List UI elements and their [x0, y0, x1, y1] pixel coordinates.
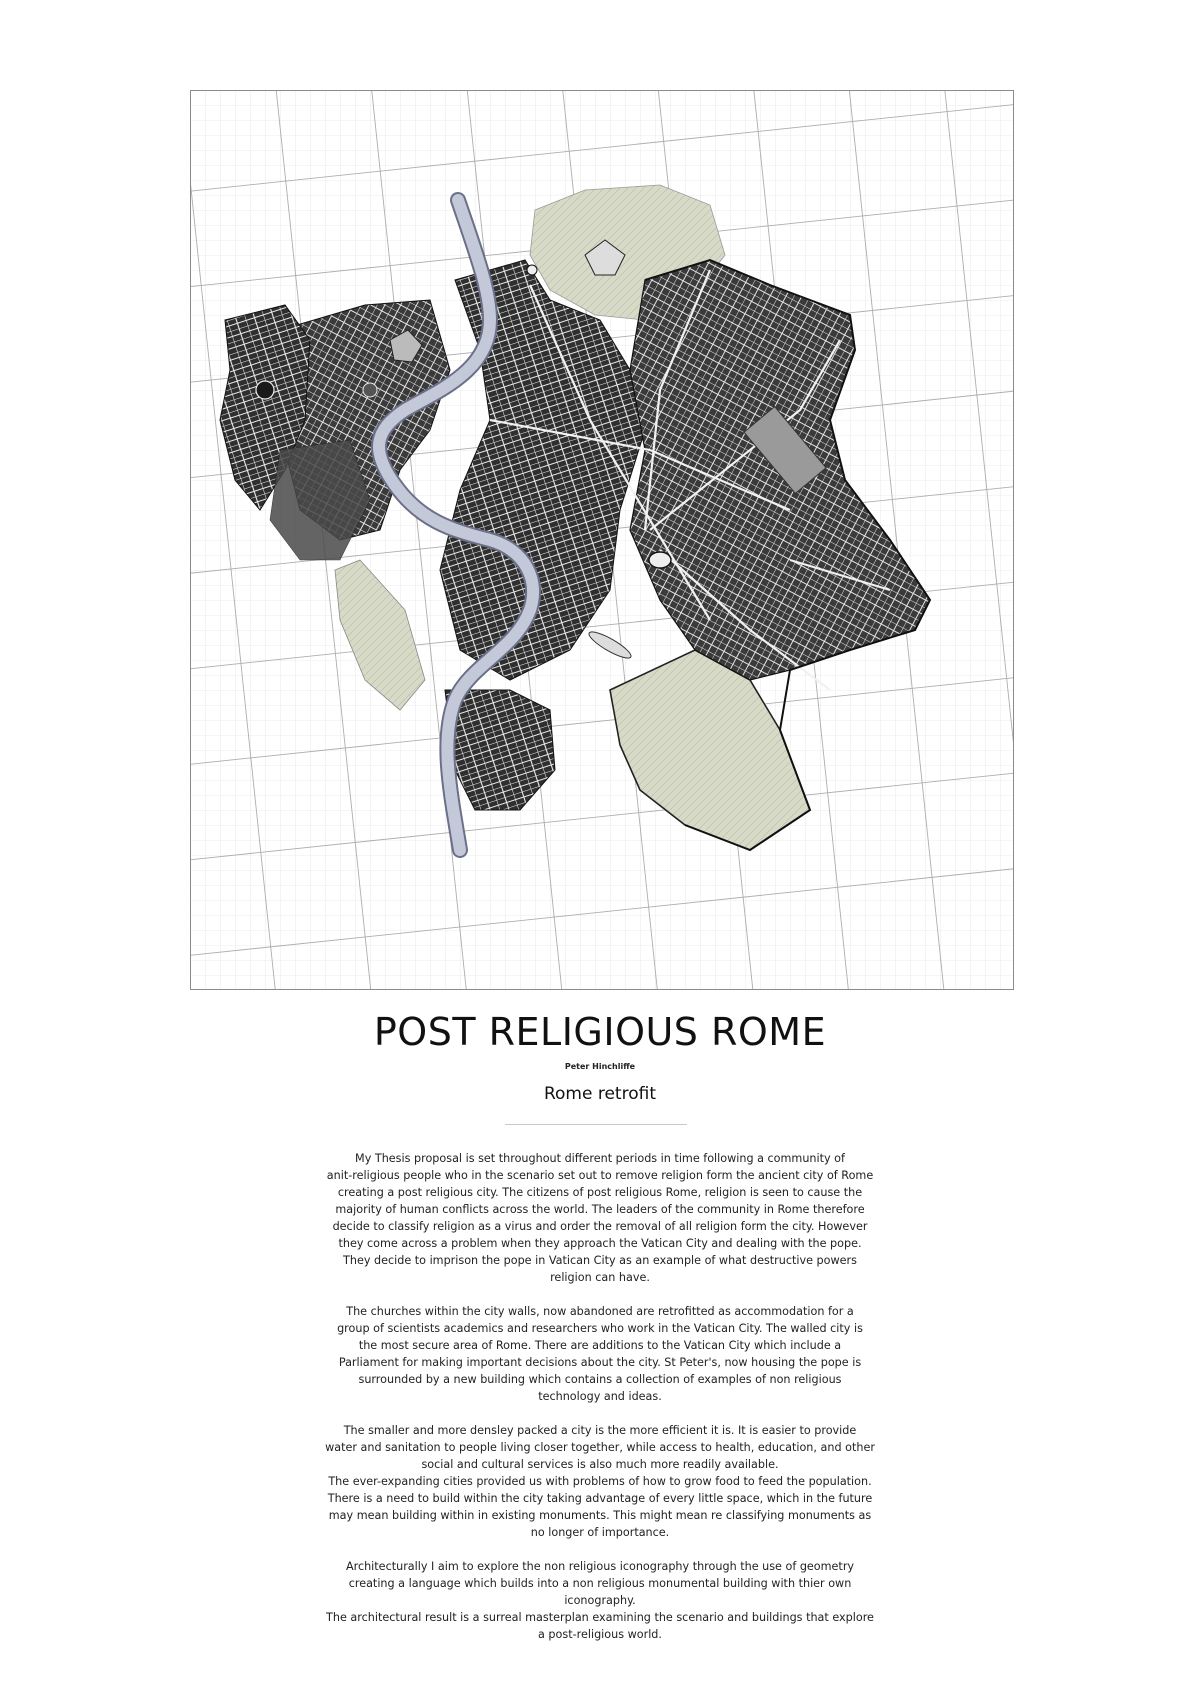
- body-paragraph-2: The churches within the city walls, now abandoned are retrofitted as accommodation for a group of scientists academics and researchers who work in the Vatican City. The walled city is the most secure area of Rome. There are additions to the Vatican City which include a Parliament for making important decisions about the city. St Peter's, now housing the pope is surrounded by a new building which contains a collection of examples of non religious technology and ideas.: [337, 1305, 863, 1403]
- landmark-castel: [363, 383, 377, 397]
- landmark-st-peters: [256, 381, 274, 399]
- rome-masterplan-map: [190, 90, 1014, 990]
- landmark-piazza-del-popolo: [527, 265, 537, 275]
- map-drawing: [190, 90, 1014, 990]
- author-name: Peter Hinchliffe: [564, 1062, 636, 1071]
- body-paragraph-4: Architecturally I aim to explore the non religious iconography through the use of geometry creating a language which builds into a non religious monumental building with thier own iconography. The architectural result is a surreal masterplan examining the scenario and buildings that explore a post-religious world.: [326, 1560, 874, 1641]
- document-subtitle: Rome retrofit: [543, 1084, 656, 1104]
- divider: [505, 1124, 687, 1125]
- thesis-description: [285, 1150, 915, 1660]
- document-title: POST RELIGIOUS ROME: [373, 1010, 827, 1054]
- body-paragraph-3: The smaller and more densley packed a city is the more efficient it is. It is easier to provide water and sanitation to people living closer together, while access to health, education, and other social and cultural services is also much more readily available. The ever-expanding cities provided us with problems of how to grow food to feed the population. There is a need to build within the city taking advantage of every little space, which in the future may mean building within in existing monuments. This might mean re classifying monuments as no longer of importance.: [325, 1424, 875, 1539]
- body-paragraph-1: My Thesis proposal is set throughout different periods in time following a community of anit-religious people who in the scenario set out to remove religion form the ancient city of Rome creating a post religious city. The citizens of post religious Rome, religion is seen to cause the majority of human conflicts across the world. The leaders of the community in Rome therefore decide to classify religion as a virus and order the removal of all religion form the city. However they come across a problem when they approach the Vatican City and dealing with the pope. They decide to imprison the pope in Vatican City as an example of what destructive powers religion can have.: [326, 1152, 874, 1284]
- landmark-colosseum: [649, 552, 671, 568]
